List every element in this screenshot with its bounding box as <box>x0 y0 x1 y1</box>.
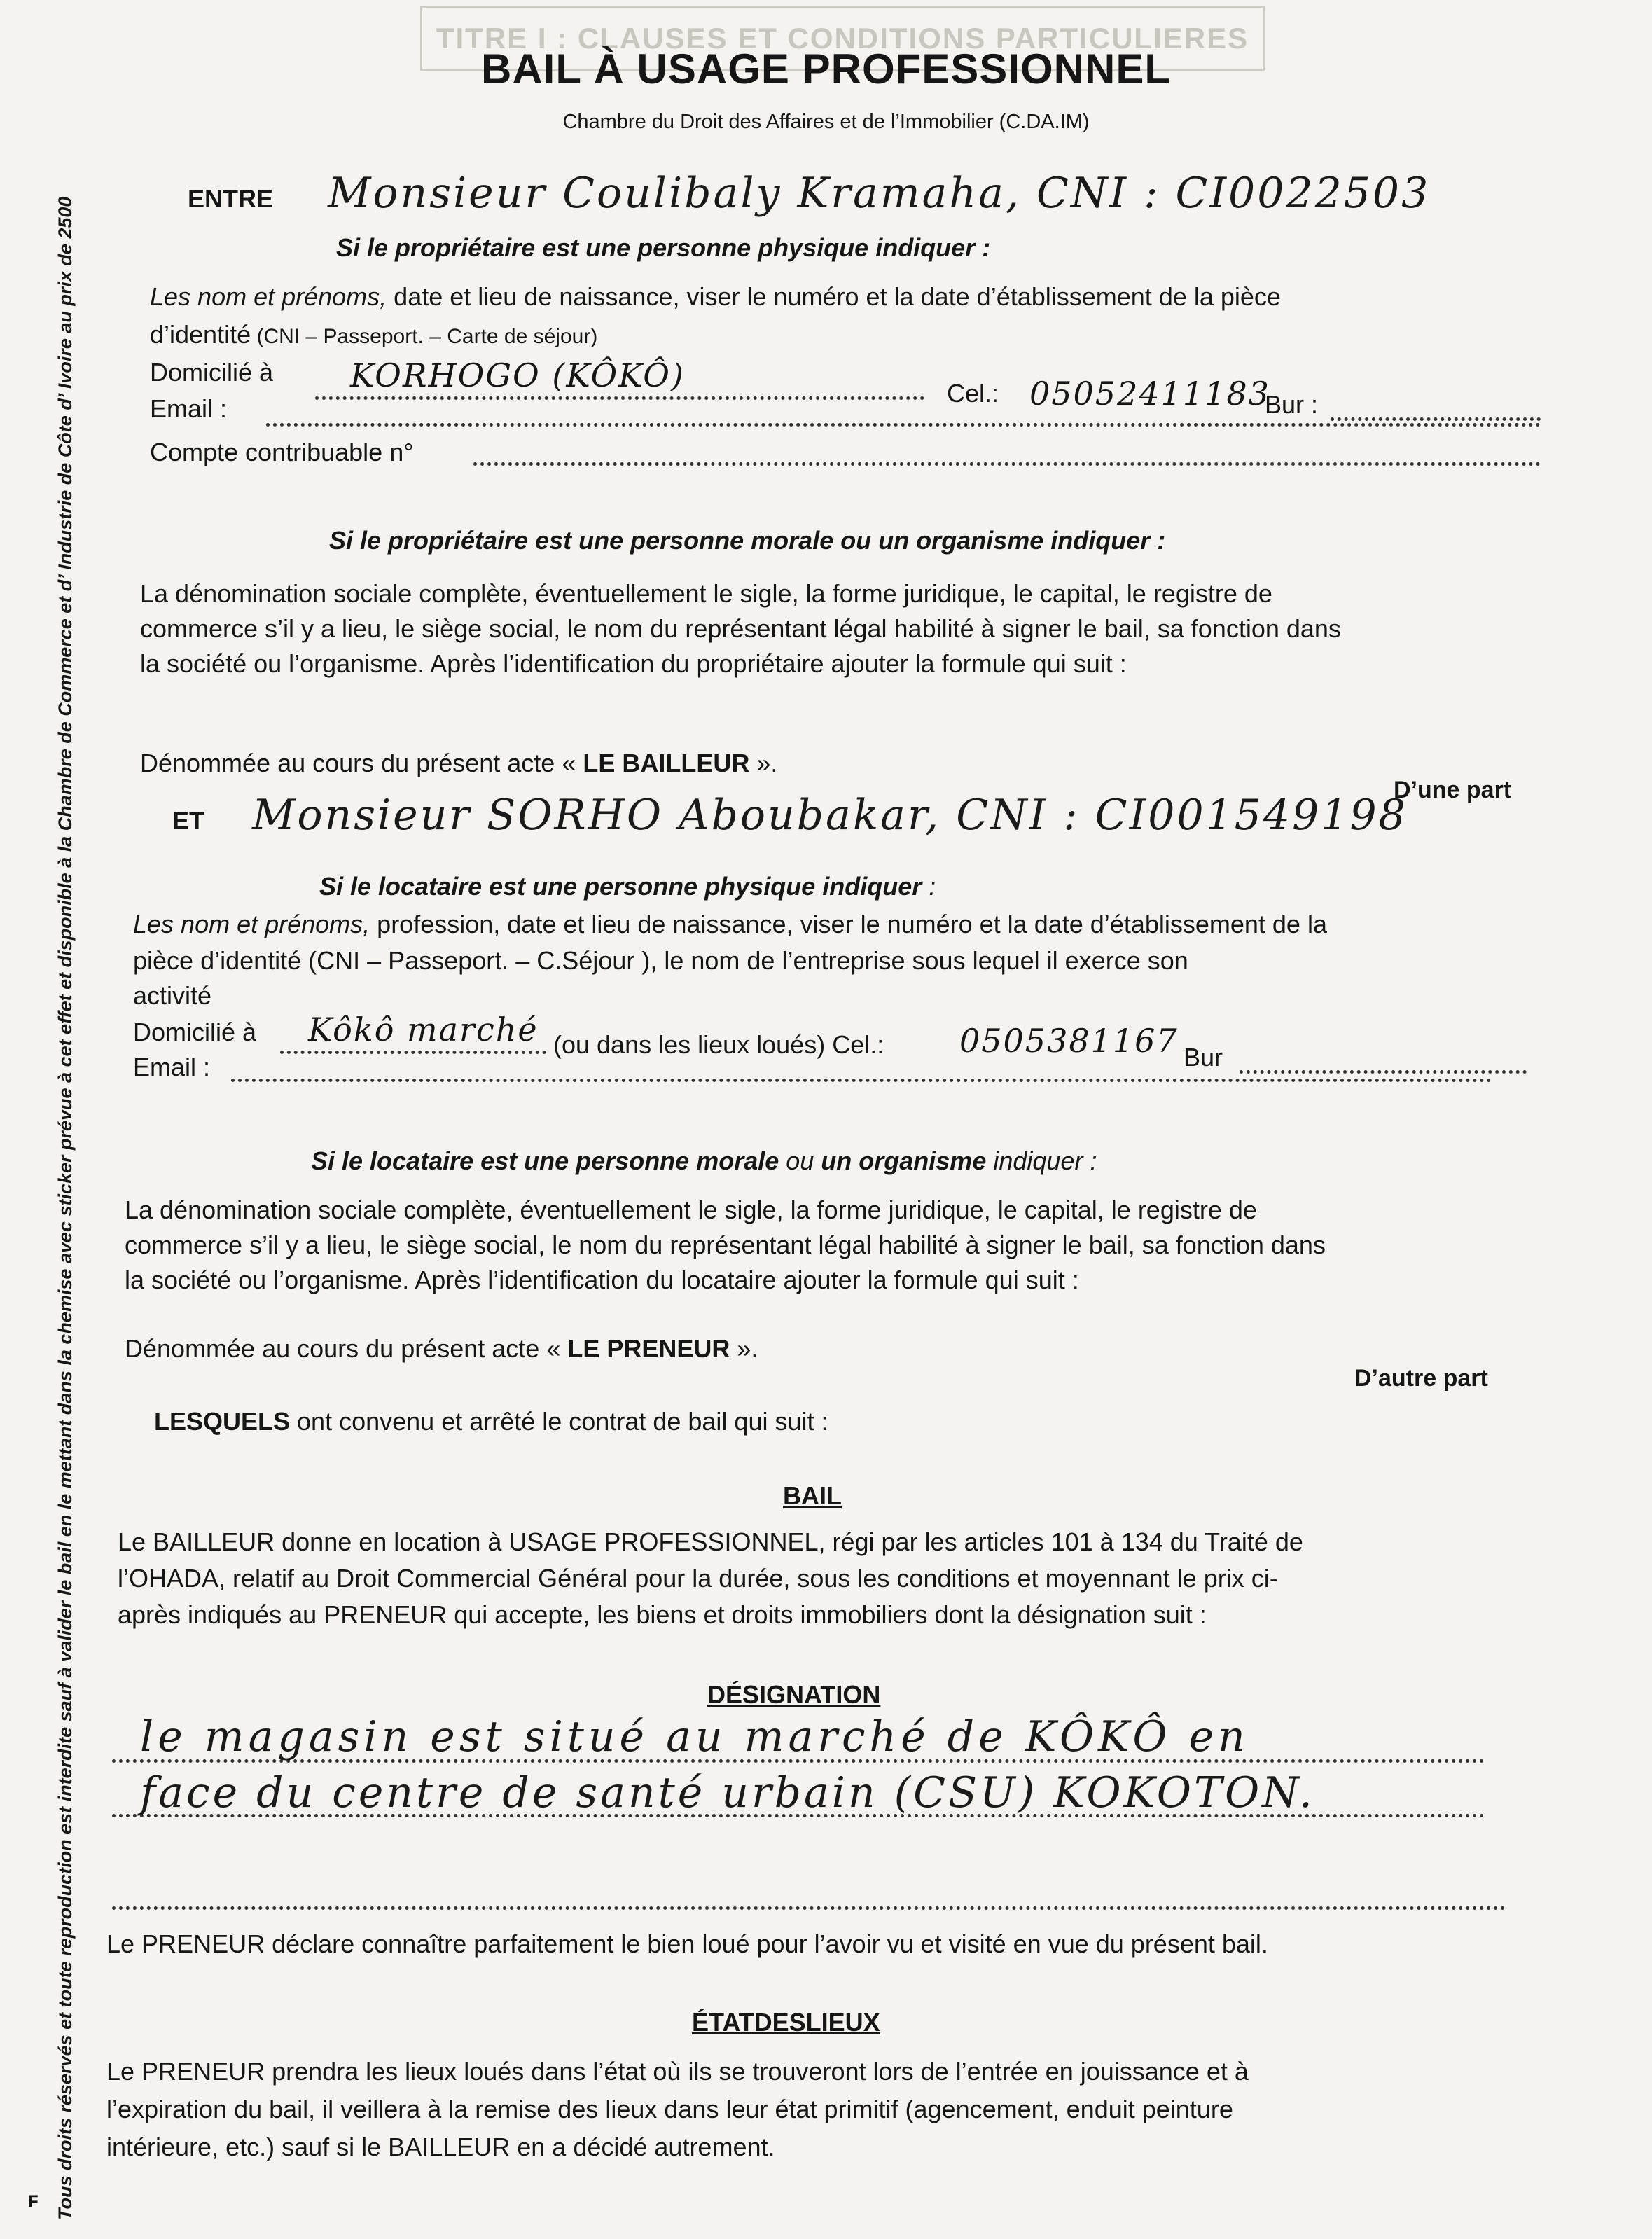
bailleur-cel-label: Cel.: <box>947 379 999 408</box>
bail-heading: BAIL <box>783 1481 842 1510</box>
bailleur-part: D’une part <box>1394 777 1512 803</box>
designation-declare: Le PRENEUR déclare connaître parfaitement le bien loué pour l’avoir vu et visité en vue du présent bail. <box>106 1929 1268 1958</box>
et-handwritten-value: Monsieur SORHO Aboubakar, CNI : CI001549198 <box>252 791 1408 840</box>
bleed-through-heading: TITRE I : CLAUSES ET CONDITIONS PARTICULIERES <box>420 6 1265 71</box>
entre-handwritten-value: Monsieur Coulibaly Kramaha, CNI : CI0022503 <box>328 169 1431 218</box>
bail-text-1: Le BAILLEUR donne en location à USAGE PROFESSIONNEL, régi par les articles 101 à 134 du Traité de <box>118 1527 1303 1556</box>
document-subtitle: Chambre du Droit des Affaires et de l’Immobilier (C.DA.IM) <box>562 111 1090 133</box>
preneur-morale-text-2: commerce s’il y a lieu, le siège social, le nom du représentant légal habilité à signer le bail, sa fonction dans <box>125 1231 1326 1259</box>
bailleur-morale-heading: Si le propriétaire est une personne morale ou un organisme indiquer : <box>329 526 1166 555</box>
bailleur-cel-value: 05052411183 <box>1029 375 1270 413</box>
preneur-denommee: Dénommée au cours du présent acte « LE PRENEUR ». <box>125 1334 758 1363</box>
etat-text-3: intérieure, etc.) sauf si le BAILLEUR en a décidé autrement. <box>106 2133 775 2161</box>
bailleur-email-label: Email : <box>150 394 228 423</box>
bailleur-morale-text-1: La dénomination sociale complète, éventuellement le sigle, la forme juridique, le capital, le registre de <box>140 579 1272 608</box>
bail-text-2: l’OHADA, relatif au Droit Commercial Général pour la durée, sous les conditions et moyennant le prix ci- <box>118 1564 1278 1593</box>
side-legal-notice: Tous droits réservés et toute reproduction est interdite sauf à valider le bail en le mettant dans la chemise avec sticker prévue à cet effet et disponible à la Chambre de Commerce et d’ Industrie de Côte d’ Ivoire au prix de 2500 <box>55 196 76 2220</box>
preneur-physique-text-1: Les nom et prénoms, profession, date et lieu de naissance, viser le numéro et la date d’établissement de la <box>133 910 1327 938</box>
bailleur-physique-text-2: d’identité (CNI – Passeport. – Carte de séjour) <box>150 320 598 349</box>
preneur-physique-text-3: activité <box>133 981 212 1010</box>
preneur-bur-dotted-line <box>1240 1070 1527 1074</box>
etat-text-2: l’expiration du bail, il veillera à la remise des lieux dans leur état primitif (agencement, enduit peinture <box>106 2095 1233 2123</box>
bailleur-physique-text-1: Les nom et prénoms, date et lieu de naissance, viser le numéro et la date d’établissement de la pièce <box>150 282 1281 311</box>
preneur-morale-text-3: la société ou l’organisme. Après l’identification du locataire ajouter la formule qui suit : <box>125 1266 1079 1294</box>
preneur-physique-heading: Si le locataire est une personne physique indiquer : <box>319 872 936 901</box>
bailleur-physique-heading: Si le propriétaire est une personne physique indiquer : <box>336 233 991 262</box>
side-mark: F <box>28 2192 39 2211</box>
designation-heading: DÉSIGNATION <box>707 1680 881 1709</box>
bailleur-compte-label: Compte contribuable n° <box>150 438 414 466</box>
bailleur-domicile-value: KORHOGO (KÔKÔ) <box>350 356 685 394</box>
preneur-morale-heading: Si le locataire est une personne morale ou un organisme indiquer : <box>311 1146 1097 1175</box>
etat-heading: ÉTATDESLIEUX <box>692 2008 880 2037</box>
preneur-email-label: Email : <box>133 1053 211 1081</box>
etat-text-1: Le PRENEUR prendra les lieux loués dans l’état où ils se trouveront lors de l’entrée en jouissance et à <box>106 2057 1249 2086</box>
designation-handwritten-line-2: face du centre de santé urbain (CSU) KOKOTON. <box>140 1768 1315 1817</box>
et-label: ET <box>172 806 205 835</box>
bailleur-email-dotted-line <box>266 423 1541 427</box>
preneur-cel-value: 0505381167 <box>959 1022 1179 1060</box>
preneur-bur-label: Bur <box>1184 1043 1223 1072</box>
preneur-morale-text-1: La dénomination sociale complète, éventuellement le sigle, la forme juridique, le capital, le registre de <box>125 1195 1257 1224</box>
bailleur-domicile-label: Domicilié à <box>150 358 274 387</box>
designation-handwritten-line-1: le magasin est situé au marché de KÔKÔ en <box>140 1712 1249 1761</box>
preneur-physique-text-2: pièce d’identité (CNI – Passeport. – C.Séjour ), le nom de l’entreprise sous lequel il exerce son <box>133 946 1188 975</box>
preneur-part: D’autre part <box>1354 1365 1488 1392</box>
preneur-domicile-value: Kôkô marché <box>308 1011 539 1048</box>
entre-label: ENTRE <box>188 184 274 213</box>
bailleur-denommee: Dénommée au cours du présent acte « LE BAILLEUR ». <box>140 749 778 777</box>
preneur-domicile-tail: (ou dans les lieux loués) Cel.: <box>553 1030 884 1059</box>
preneur-domicile-label: Domicilié à <box>133 1018 257 1046</box>
lesquels-text: LESQUELS ont convenu et arrêté le contrat de bail qui suit : <box>154 1407 828 1436</box>
document-title: BAIL À USAGE PROFESSIONNEL <box>480 46 1171 92</box>
bailleur-domicile-dotted-line <box>315 396 924 400</box>
preneur-domicile-dotted-line <box>280 1051 546 1054</box>
bail-text-3: après indiqués au PRENEUR qui accepte, les biens et droits immobiliers dont la désignation suit : <box>118 1600 1207 1629</box>
bailleur-bur-dotted-line <box>1331 417 1541 421</box>
bailleur-morale-text-3: la société ou l’organisme. Après l’identification du propriétaire ajouter la formule qui suit : <box>140 649 1127 678</box>
bailleur-bur-label: Bur : <box>1265 390 1319 419</box>
bailleur-compte-dotted-line <box>473 462 1541 466</box>
bailleur-morale-text-2: commerce s’il y a lieu, le siège social, le nom du représentant légal habilité à signer le bail, sa fonction dans <box>140 614 1341 643</box>
designation-dotted-line-3 <box>112 1906 1506 1910</box>
preneur-email-dotted-line <box>231 1079 1492 1082</box>
